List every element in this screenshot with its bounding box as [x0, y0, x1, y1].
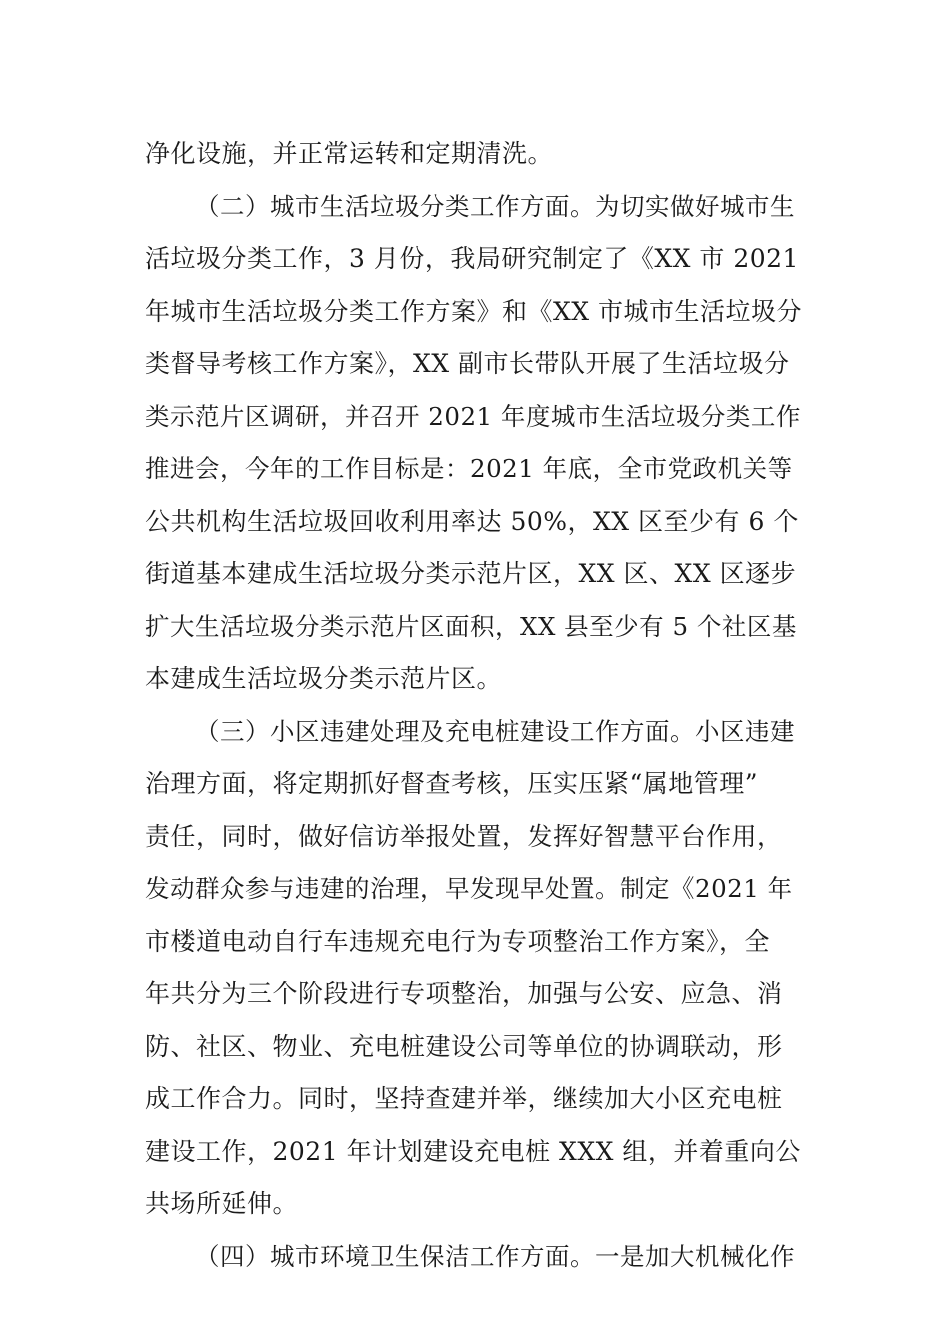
- text-line: 推进会，今年的工作目标是：2021 年底，全市党政机关等: [145, 454, 793, 483]
- text-line: 公共机构生活垃圾回收利用率达 50%，XX 区至少有 6 个: [145, 506, 799, 536]
- text-line: 扩大生活垃圾分类示范片区面积，XX 县至少有 5 个社区基: [145, 611, 797, 641]
- text-line: 类督导考核工作方案》，XX 副市长带队开展了生活垃圾分: [145, 349, 790, 378]
- text-line: 年共分为三个阶段进行专项整治，加强与公安、应急、消: [145, 979, 783, 1008]
- text-line: 市楼道电动自行车违规充电行为专项整治工作方案》，全: [145, 926, 771, 956]
- text-line: 责任，同时，做好信访举报处置，发挥好智慧平台作用，: [145, 821, 783, 851]
- text-line: 成工作合力。同时，坚持查建并举，继续加大小区充电桩: [145, 1084, 783, 1113]
- text-line: 街道基本建成生活垃圾分类示范片区，XX 区、XX 区逐步: [145, 559, 797, 588]
- text-line: 共场所延伸。: [145, 1189, 299, 1218]
- section-4-heading-line: （四）城市环境卫生保洁工作方面。一是加大机械化作: [195, 1241, 795, 1271]
- section-2-heading-line: （二）城市生活垃圾分类工作方面。为切实做好城市生: [195, 191, 795, 221]
- text-line: 净化设施，并正常运转和定期清洗。: [145, 139, 554, 168]
- section-3-heading-line: （三）小区违建处理及充电桩建设工作方面。小区违建: [195, 716, 795, 746]
- text-line: 发动群众参与违建的治理，早发现早处置。制定《2021 年: [145, 874, 793, 903]
- text-line: 建设工作，2021 年计划建设充电桩 XXX 组，并着重向公: [145, 1136, 801, 1166]
- document-body: [145, 128, 805, 1283]
- text-line: 本建成生活垃圾分类示范片区。: [145, 664, 503, 693]
- text-line: 治理方面，将定期抓好督查考核，压实压紧“属地管理”: [145, 769, 759, 798]
- text-line: 防、社区、物业、充电桩建设公司等单位的协调联动，形: [145, 1031, 783, 1061]
- text-line: 类示范片区调研，并召开 2021 年度城市生活垃圾分类工作: [145, 401, 801, 431]
- text-line: 活垃圾分类工作，3 月份，我局研究制定了《XX 市 2021: [145, 244, 799, 273]
- text-line: 年城市生活垃圾分类工作方案》和《XX 市城市生活垃圾分: [145, 296, 803, 326]
